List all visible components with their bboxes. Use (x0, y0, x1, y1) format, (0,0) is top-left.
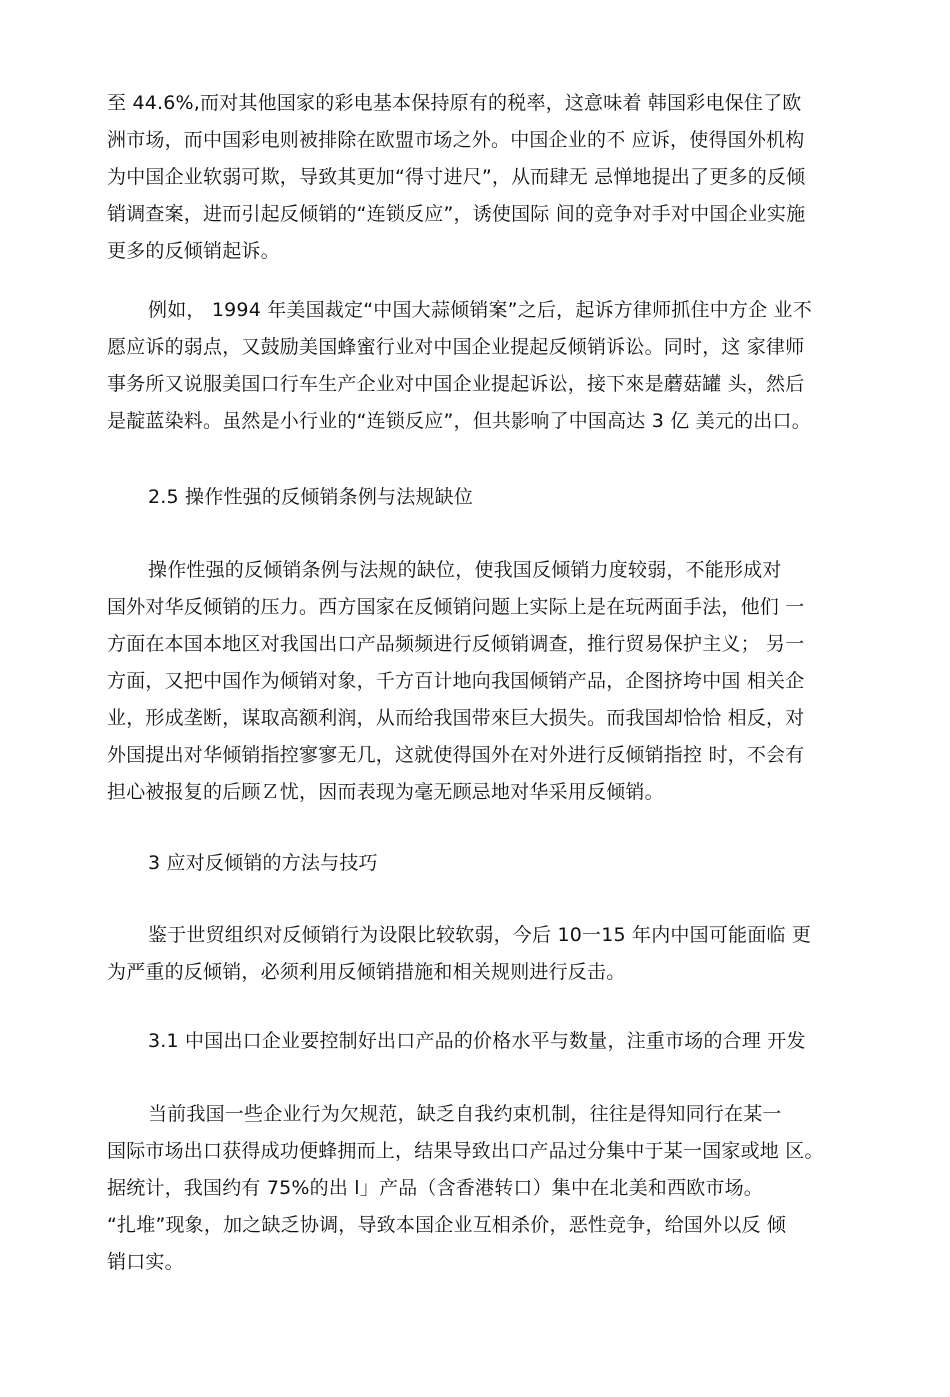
text-line: 国外对华反倾销的压力。西方国家在反倾销问题上实际上是在玩两面手法，他们 一 (107, 596, 805, 618)
text-line: 为严重的反倾销，必须利用反倾销措施和相关规则进行反击。 (107, 961, 626, 983)
text-line: 业，形成垄断，谋取高额利润，从而给我国带來巨大损失。而我国却恰恰 相反，对 (107, 707, 805, 729)
section-heading: 3 应对反倾销的方法与技巧 (148, 852, 378, 874)
text-line: 担心被报复的后顾Ｚ忧，因而表现为毫无顾忌地对华采用反倾销。 (107, 781, 664, 803)
text-line: 据统计，我国约有 75%的出 l」产品（含香港转口）集中在北美和西欧市场。 (107, 1177, 763, 1199)
section-heading: 2.5 操作性强的反倾销条例与法规缺位 (148, 486, 474, 508)
text-line: 为中国企业软弱可欺，导致其更加“得寸进尺”，从而肆无 忌惮地提出了更多的反倾 (107, 166, 806, 188)
section-heading: 3.1 中国出口企业要控制好出口产品的价格水平与数量，注重市场的合理 开发 (148, 1030, 806, 1052)
text-line: 方面，又把中国作为倾销对象，千方百计地向我国倾销产品，企图挤垮中国 相关企 (107, 670, 805, 692)
text-line: 当前我国一些企业行为欠规范，缺乏自我约束机制，往往是得知同行在某一 (148, 1103, 782, 1125)
text-line: 事务所又说服美国口行车生产企业对中国企业提起诉讼，接下來是蘑菇罐 头，然后 (107, 373, 805, 395)
text-line: 鉴于世贸组织对反倾销行为设限比较软弱，今后 10一15 年内中国可能面临 更 (148, 924, 812, 946)
text-line: 是靛蓝染料。虽然是小行业的“连锁反应”，但共影响了中国高达 3 亿 美元的出口。 (107, 410, 811, 432)
text-line: 外国提出对华倾销指控寥寥无几，这就使得国外在对外进行反倾销指控 时，不会有 (107, 744, 805, 766)
text-line: “扎堆”现象，加之缺乏协调，导致本国企业互相杀价，恶性竞争，给国外以反 倾 (107, 1214, 787, 1236)
text-line: 至 44.6%,而对其他国家的彩电基本保持原有的税率，这意味着 韩国彩电保住了欧 (107, 92, 802, 114)
text-line: 国际市场出口获得成功便蜂拥而上，结果导致出口产品过分集中于某一国家或地 区。 (107, 1140, 824, 1162)
text-line: 操作性强的反倾销条例与法规的缺位，使我国反倾销力度较弱，不能形成对 (148, 559, 782, 581)
text-line: 愿应诉的弱点，又鼓励美国蜂蜜行业对中国企业提起反倾销诉讼。同时，这 家律师 (107, 336, 805, 358)
text-line: 例如， 1994 年美国裁定“中国大蒜倾销案”之后，起诉方律师抓住中方企 业不 (148, 299, 812, 321)
text-line: 销口实。 (107, 1251, 184, 1273)
text-line: 方面在本国本地区对我国出口产品频频进行反倾销调查，推行贸易保护主义； 另一 (107, 633, 805, 655)
text-line: 洲市场，而中国彩电则被排除在欧盟市场之外。中国企业的不 应诉，使得国外机构 (107, 129, 805, 151)
text-line: 更多的反倾销起诉。 (107, 240, 280, 262)
text-line: 销调查案，进而引起反倾销的“连锁反应”，诱使国际 间的竞争对手对中国企业实施 (107, 203, 806, 225)
